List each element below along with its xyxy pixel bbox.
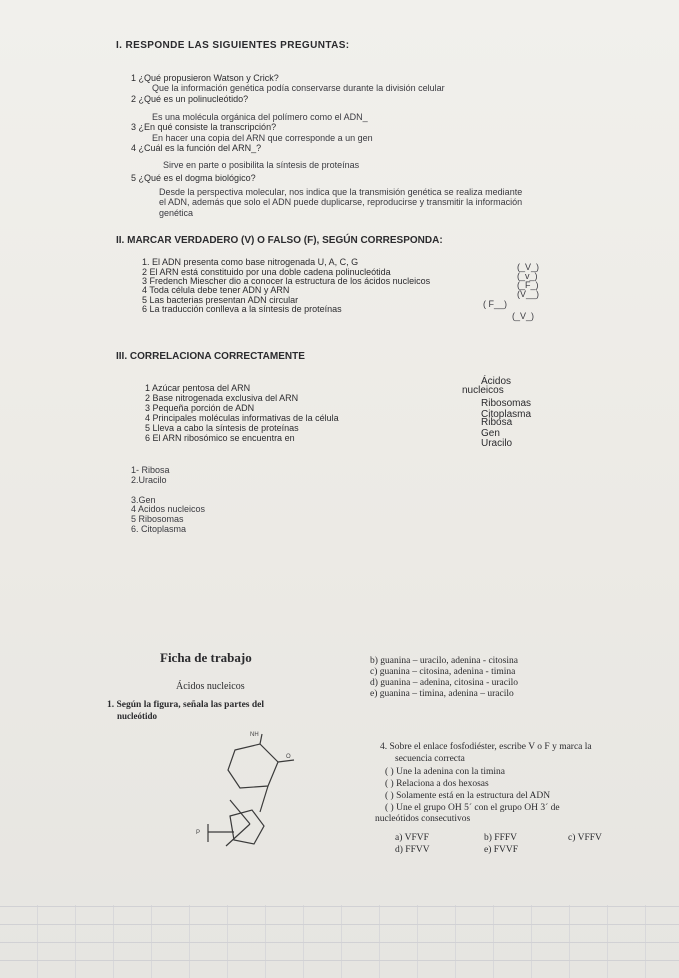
match-left-6: 6 El ARN ribosómico se encuentra en xyxy=(145,433,295,443)
answer-5-line-3: genética xyxy=(159,208,194,218)
match-left-1: 1 Azúcar pentosa del ARN xyxy=(145,383,251,393)
ficha-question-4: 4. Sobre el enlace fosfodiéster, escribe V o F y marca la xyxy=(380,742,592,752)
figure-label-o: O xyxy=(286,754,291,760)
match-right-4: Citoplasma xyxy=(481,409,532,420)
match-right-2: nucleicos xyxy=(462,385,504,396)
tf-item-5: 5 Las bacterias presentan ADN circular xyxy=(142,295,299,305)
match-left-5: 5 Lleva a cabo la síntesis de proteínas xyxy=(145,423,299,433)
tf-mark-4: (V__) xyxy=(517,289,540,299)
section-1-title: I. RESPONDE LAS SIGUIENTES PREGUNTAS: xyxy=(116,40,350,51)
statement-4: ( ) Une el grupo OH 5´ con el grupo OH 3´ de xyxy=(385,803,560,813)
tf-item-4: 4 Toda célula debe tener ADN y ARN xyxy=(142,285,290,295)
tf-mark-3: (_F_) xyxy=(517,280,539,290)
tf-mark-6: (_V_) xyxy=(512,311,535,321)
choice-c: c) VFFV xyxy=(568,833,602,843)
match-answer-1: 1- Ribosa xyxy=(131,465,170,475)
section-3-title: III. CORRELACIONA CORRECTAMENTE xyxy=(116,351,305,362)
match-answer-2: 2.Uracilo xyxy=(131,475,167,485)
answer-3: En hacer una copia del ARN que corresponde a un gen xyxy=(152,133,373,143)
match-answer-3: 3.Gen xyxy=(131,495,156,505)
choice-b: b) FFFV xyxy=(484,833,517,843)
match-right-7: Uracilo xyxy=(481,438,513,449)
answer-2: Es una molécula orgánica del polímero como el ADN_ xyxy=(152,112,368,122)
choice-a: a) VFVF xyxy=(395,833,429,843)
option-b: b) guanina – uracilo, adenina - citosina xyxy=(370,656,518,666)
answer-5-line-2: el ADN, además que solo el ADN puede duplicarse, reproducirse y transmitir la información xyxy=(159,197,523,207)
figure-label-p: P xyxy=(196,830,201,836)
question-4: 4 ¿Cuál es la función del ARN_? xyxy=(131,143,262,153)
tf-item-6: 6 La traducción conlleva a la síntesis de proteínas xyxy=(142,304,342,314)
statement-4-cont: nucleótidos consecutivos xyxy=(375,814,471,824)
nucleotide-figure xyxy=(190,728,310,868)
choice-d: d) FFVV xyxy=(395,845,430,855)
match-right-3: Ribosomas xyxy=(481,398,532,409)
match-left-2: 2 Base nitrogenada exclusiva del ARN xyxy=(145,393,299,403)
answer-5-line-1: Desde la perspectiva molecular, nos indica que la transmisión genética se realiza mediante xyxy=(159,187,523,197)
match-left-3: 3 Pequeña porción de ADN xyxy=(145,403,255,413)
option-c: c) guanina – citosina, adenina - timina xyxy=(370,667,516,677)
ficha-title: Ficha de trabajo xyxy=(160,650,252,665)
question-1: 1 ¿Qué propusieron Watson y Crick? xyxy=(131,73,279,83)
match-answer-6: 6. Citoplasma xyxy=(131,524,187,534)
option-e: e) guanina – timina, adenina – uracilo xyxy=(370,689,514,699)
ficha-subtitle: Ácidos nucleicos xyxy=(176,681,245,692)
tf-item-3: 3 Fredench Miescher dio a conocer la estructura de los ácidos nucleicos xyxy=(142,276,431,286)
tf-mark-2: (_v_) xyxy=(517,271,538,281)
tf-item-1: 1. El ADN presenta como base nitrogenada U, A, C, G xyxy=(142,257,359,267)
tf-item-2: 2 El ARN está constituido por una doble cadena polinucleótida xyxy=(142,267,391,277)
match-answer-5: 5 Ribosomas xyxy=(131,514,184,524)
section-2-title: II. MARCAR VERDADERO (V) O FALSO (F), SEGÚN CORRESPONDA: xyxy=(116,235,443,246)
match-right-5: Ribosa xyxy=(481,417,513,428)
ficha-question-1-cont: nucleótido xyxy=(117,711,158,721)
question-2: 2 ¿Qué es un polinucleótido? xyxy=(131,94,249,104)
grid-paper-edge xyxy=(0,905,679,978)
ficha-question-4-cont: secuencia correcta xyxy=(395,754,465,764)
answer-4: Sirve en parte o posibilita la síntesis de proteínas xyxy=(163,160,360,170)
option-d: d) guanina – adenina, citosina - uracilo xyxy=(370,678,518,688)
statement-2: ( ) Relaciona a dos hexosas xyxy=(385,779,489,789)
question-3: 3 ¿En qué consiste la transcripción? xyxy=(131,122,277,132)
match-left-4: 4 Principales moléculas informativas de la célula xyxy=(145,413,339,423)
tf-mark-5: ( F__) xyxy=(483,299,508,309)
statement-1: ( ) Une la adenina con la timina xyxy=(385,767,506,777)
match-right-1: Ácidos xyxy=(481,376,512,387)
match-right-6: Gen xyxy=(481,428,500,439)
choice-e: e) FVVF xyxy=(484,845,519,855)
question-5: 5 ¿Qué es el dogma biológico? xyxy=(131,173,256,183)
statement-3: ( ) Solamente está en la estructura del ADN xyxy=(385,791,551,801)
ficha-question-1: 1. Según la figura, señala las partes del xyxy=(107,700,265,710)
answer-1: Que la información genética podía conservarse durante la división celular xyxy=(152,83,445,93)
figure-label-top: NH xyxy=(250,732,259,738)
match-answer-4: 4 Acidos nucleicos xyxy=(131,504,206,514)
tf-mark-1: (_V_) xyxy=(517,262,540,272)
